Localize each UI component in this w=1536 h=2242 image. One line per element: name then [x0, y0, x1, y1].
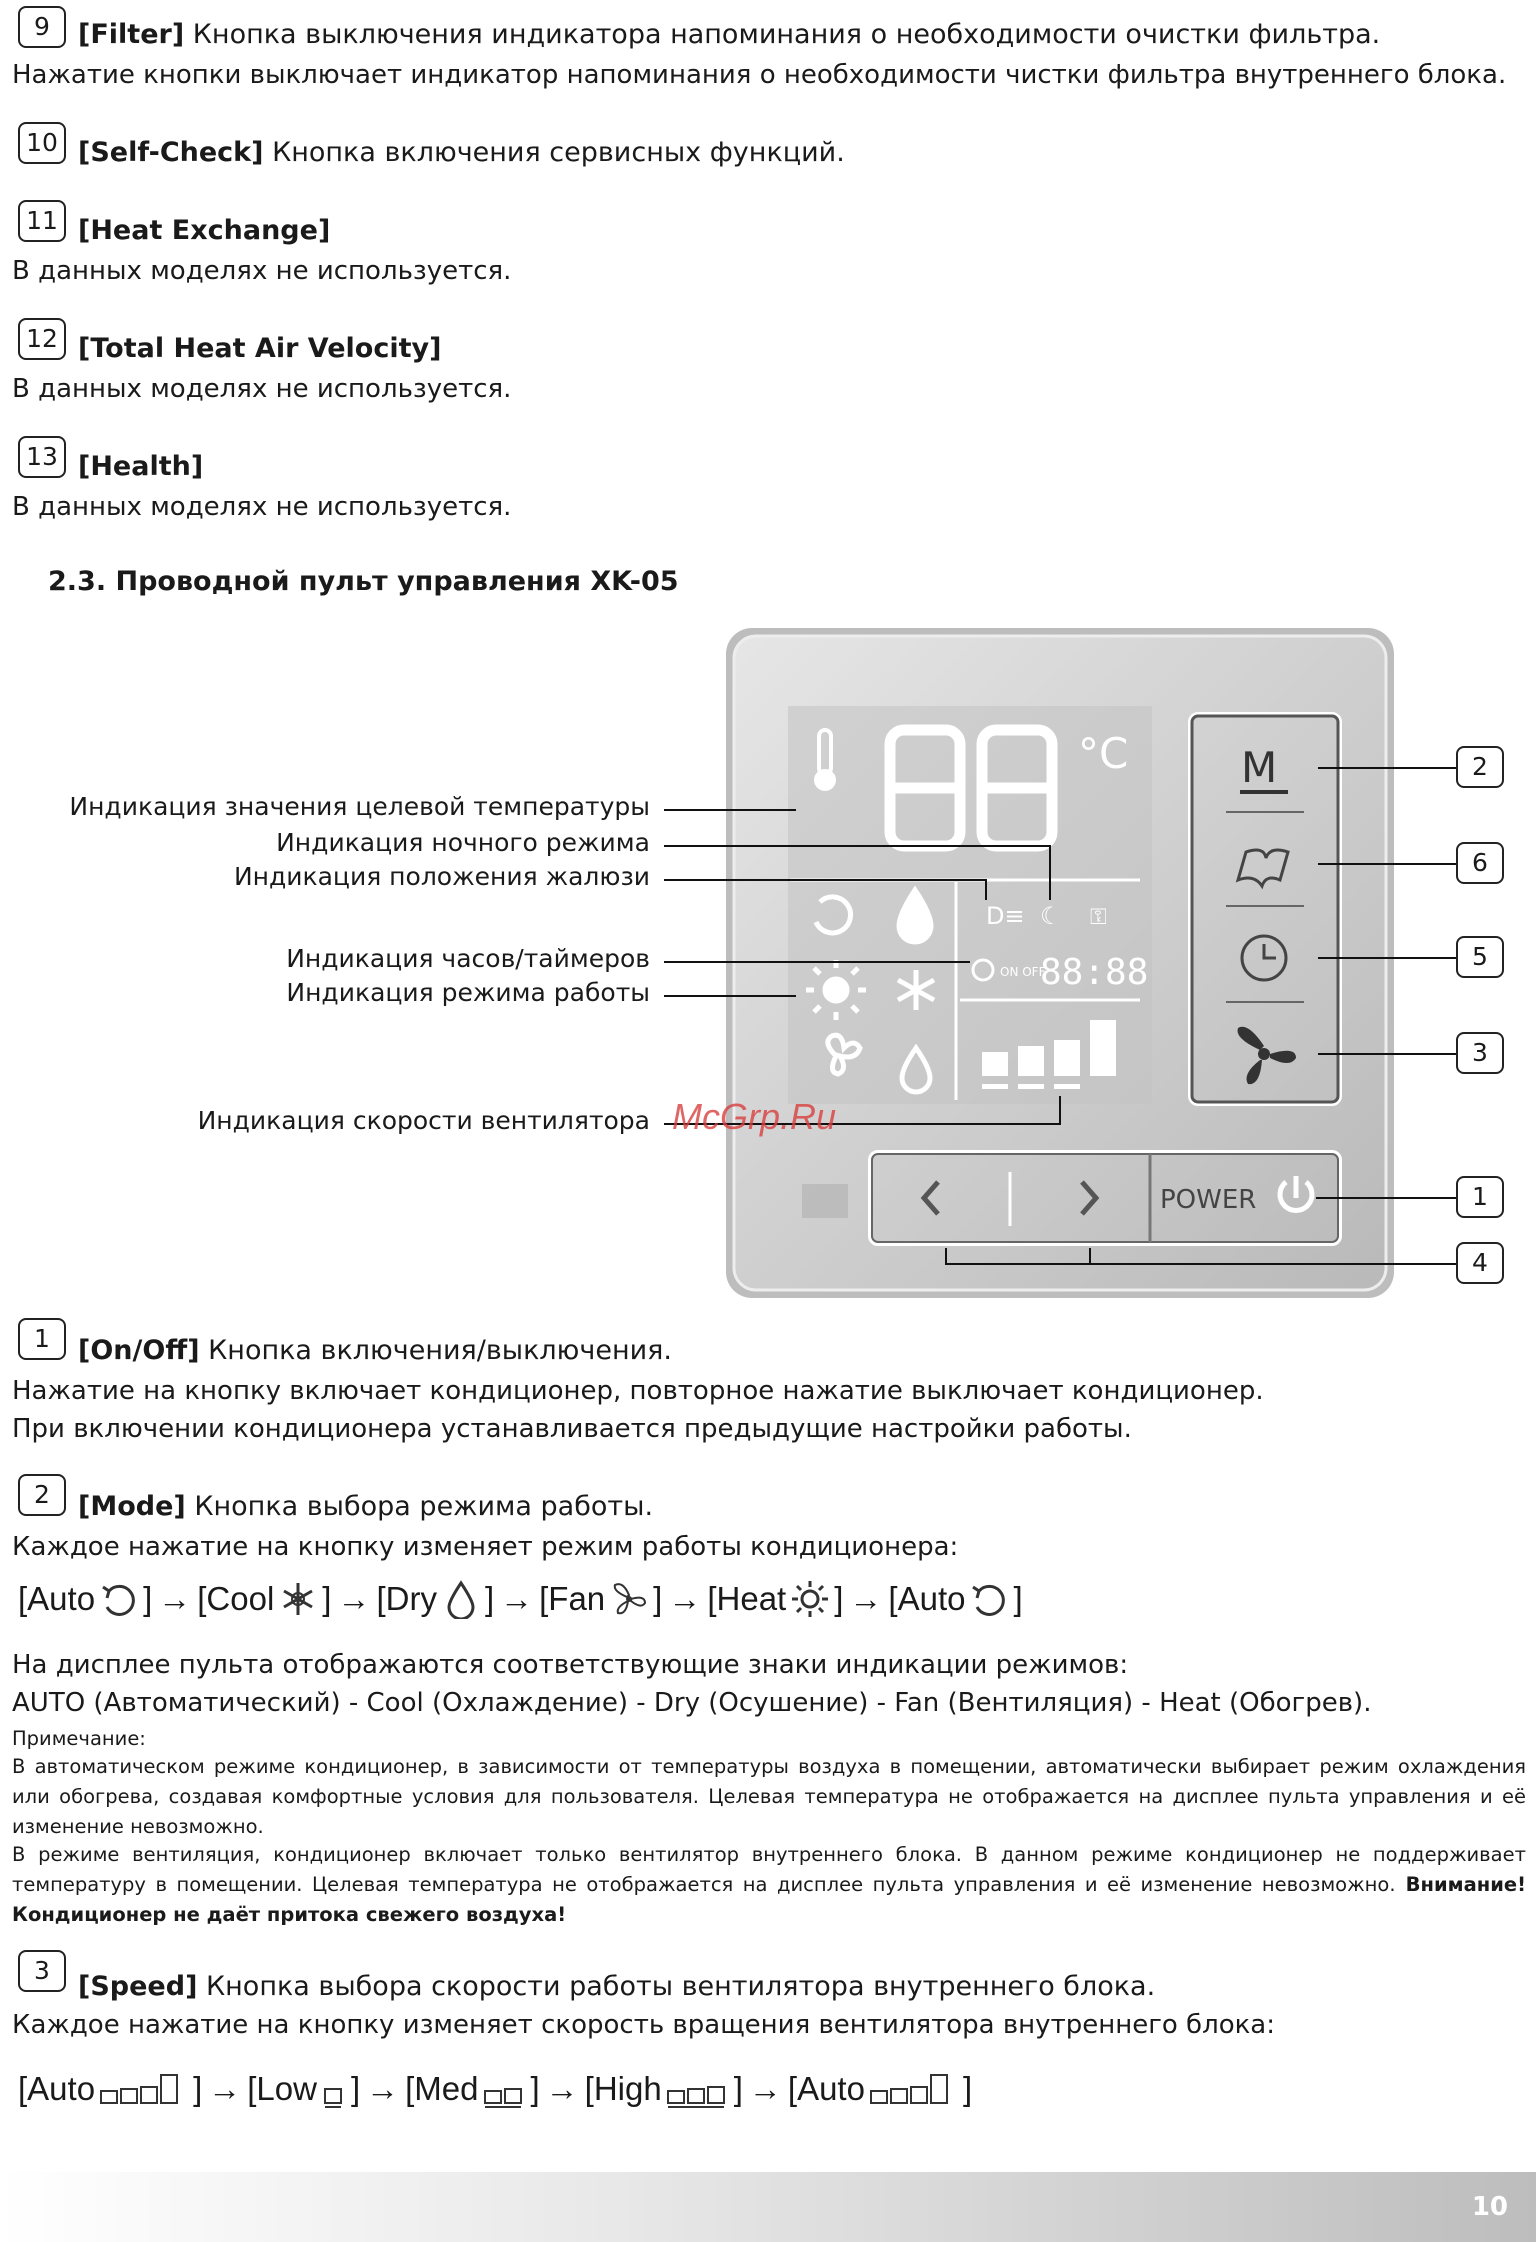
section-text: В данных моделях не используется.	[12, 492, 512, 522]
section-title: [Mode]	[78, 1491, 186, 1522]
section-title: [Self-Check]	[78, 137, 264, 168]
number-badge: 2	[18, 1474, 66, 1516]
label-louver: Индикация положения жалюзи	[233, 862, 650, 891]
controller-diagram	[0, 620, 1536, 1310]
callout-1: 1	[1456, 1176, 1504, 1218]
mode-button-label: M	[1241, 743, 1278, 792]
celsius-unit: °C	[1078, 729, 1129, 778]
speaker-grille	[802, 1184, 848, 1218]
number-badge: 1	[18, 1318, 66, 1360]
power-label: POWER	[1160, 1185, 1257, 1215]
auto-icon	[969, 1579, 1009, 1619]
subsection-title: 2.3. Проводной пульт управления XK-05	[48, 566, 679, 597]
number-badge: 11	[18, 200, 66, 242]
speed-auto-icon	[869, 2069, 959, 2109]
fan-icon	[609, 1579, 649, 1619]
speed-low-icon	[321, 2069, 347, 2109]
page-footer	[0, 2172, 1536, 2242]
snowflake-icon	[278, 1579, 318, 1619]
night-mode-icon: ☾	[1040, 902, 1062, 930]
number-badge: 10	[18, 122, 66, 164]
label-clock: Индикация часов/таймеров	[286, 944, 650, 973]
drop-icon	[441, 1579, 481, 1619]
label-target-temp: Индикация значения целевой температуры	[69, 792, 650, 821]
number-badge: 12	[18, 318, 66, 360]
on-off-label: ON OFF	[1000, 965, 1046, 979]
callout-3: 3	[1456, 1032, 1504, 1074]
callout-4: 4	[1456, 1242, 1504, 1284]
section-text: В данных моделях не используется.	[12, 256, 512, 286]
seq-auto: Auto	[27, 1580, 96, 1617]
section-text: Нажатие кнопки выключает индикатор напоминания о необходимости чистки фильтра внутреннего блока.	[12, 60, 1507, 90]
section-text: В данных моделях не используется.	[12, 374, 512, 404]
number-badge: 13	[18, 436, 66, 478]
louver-icon: D≡	[986, 902, 1025, 930]
section-title: [Heat Exchange]	[78, 215, 331, 246]
sun-icon	[790, 1579, 830, 1619]
label-mode: Индикация режима работы	[286, 978, 650, 1007]
section-title-rest: Кнопка включения сервисных функций.	[263, 137, 845, 168]
section-title: [Filter]	[78, 19, 185, 50]
note-auto: В автоматическом режиме кондиционер, в зависимости от температуры воздуха в помещении, автоматически выбирает режим охлаждения или обогрева, создавая комфортные условия для пользователя. Целевая температура не отображается на дисплее пульта управления и её изменение невозможно.	[12, 1755, 1526, 1838]
note-label: Примечание:	[12, 1727, 146, 1750]
section-title: [Total Heat Air Velocity]	[78, 333, 442, 364]
auto-icon	[99, 1579, 139, 1619]
section-title: [Speed]	[78, 1971, 198, 2002]
number-badge: 3	[18, 1950, 66, 1992]
section-title: [Health]	[78, 451, 204, 482]
lock-icon: ⚿	[1090, 905, 1107, 930]
label-night-mode: Индикация ночного режима	[276, 828, 650, 857]
callout-6: 6	[1456, 842, 1504, 884]
speed-high-icon	[666, 2069, 730, 2109]
page-number: 10	[1471, 2192, 1508, 2222]
label-fan-speed: Индикация скорости вентилятора	[197, 1106, 650, 1135]
speed-med-icon	[483, 2069, 527, 2109]
watermark: McGrp.Ru	[672, 1096, 837, 1137]
mode-sequence: [ Auto ] → [ Cool ] → [ Dry ] → [ Fan ] → [ Heat ] → [ Auto ]	[18, 1574, 1023, 1624]
callout-2: 2	[1456, 746, 1504, 788]
speed-sequence: [ Auto ] → [ Low ] → [ Med ] → [ High ] → [ Auto ]	[18, 2070, 973, 2107]
heat-mode-icon	[825, 979, 847, 1001]
section-title-rest: Кнопка выключения индикатора напоминания о необходимости очистки фильтра.	[184, 19, 1381, 50]
number-badge: 9	[18, 6, 66, 48]
callout-5: 5	[1456, 936, 1504, 978]
section-title: [On/Off]	[78, 1335, 200, 1366]
speed-auto-icon	[99, 2069, 189, 2109]
timer-digits: 88:88	[1040, 952, 1149, 993]
note-fan: В режиме вентиляция, кондиционер включает только вентилятор внутреннего блока. В данном режиме кондиционер не поддерживает температуру в помещении. Целевая температура не отображается на дисплее пульта управления и её изменение невозможно. Внимание! Кондиционер не даёт притока свежего воздуха!	[12, 1843, 1527, 1926]
